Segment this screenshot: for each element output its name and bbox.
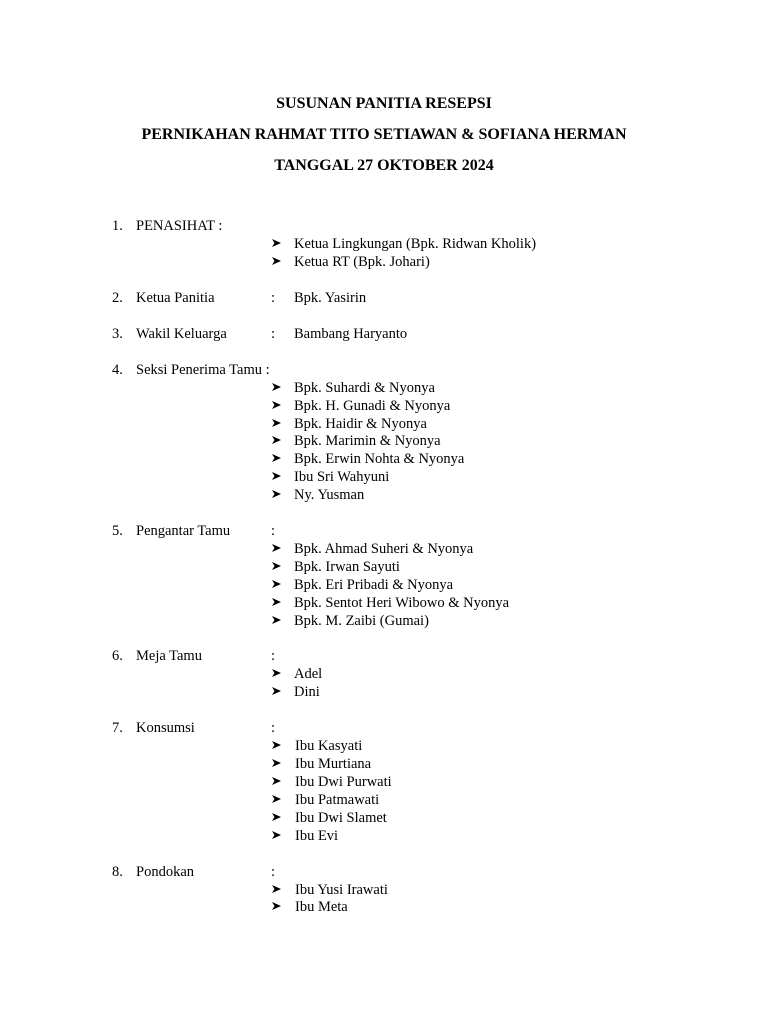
arrow-bullet-icon (271, 469, 282, 487)
arrow-bullet-icon (271, 451, 282, 469)
section-value: Bambang Haryanto (294, 325, 408, 342)
list-item (0, 577, 768, 595)
list-item (0, 433, 768, 451)
section-label: Wakil Keluarga (136, 325, 227, 342)
section-header (0, 216, 768, 236)
committee-sections (0, 216, 768, 933)
section-colon: : (271, 863, 276, 880)
section-header (0, 521, 768, 541)
member-name: Bpk. Haidir & Nyonya (294, 415, 427, 432)
arrow-bullet-icon (271, 899, 282, 917)
document-subtitle: PERNIKAHAN RAHMAT TITO SETIAWAN & SOFIANA HERMAN (141, 126, 627, 143)
member-name: Ibu Dwi Slamet (295, 809, 387, 826)
list-item (0, 882, 768, 900)
member-name: Ibu Sri Wahyuni (294, 469, 390, 486)
arrow-bullet-icon (271, 792, 282, 810)
arrow-bullet-icon (271, 541, 282, 559)
document-date: TANGGAL 27 OKTOBER 2024 (274, 157, 494, 174)
arrow-bullet-icon (271, 398, 282, 416)
section-header (0, 862, 768, 882)
arrow-bullet-icon (271, 254, 282, 272)
section-number: 1. (112, 218, 123, 234)
section-label: Pondokan (136, 863, 194, 880)
arrow-bullet-icon (271, 810, 282, 828)
member-list (0, 738, 768, 845)
arrow-bullet-icon (271, 559, 282, 577)
section-value: Bpk. Yasirin (294, 289, 367, 306)
committee-section (0, 360, 768, 505)
member-name: Ibu Yusi Irawati (295, 881, 388, 898)
list-item (0, 451, 768, 469)
section-header (0, 646, 768, 666)
list-item (0, 559, 768, 577)
section-colon: : (271, 325, 276, 342)
list-item (0, 666, 768, 684)
list-item (0, 254, 768, 272)
member-name: Ibu Meta (295, 899, 348, 916)
member-name: Bpk. M. Zaibi (Gumai) (294, 612, 429, 629)
list-item (0, 774, 768, 792)
section-label: Pengantar Tamu (136, 523, 231, 540)
list-item (0, 541, 768, 559)
committee-section (0, 521, 768, 630)
section-number: 7. (112, 720, 123, 737)
list-item (0, 684, 768, 702)
list-item (0, 792, 768, 810)
arrow-bullet-icon (271, 666, 282, 684)
section-colon: : (271, 289, 276, 306)
list-item (0, 380, 768, 398)
member-name: Bpk. Marimin & Nyonya (294, 433, 441, 450)
arrow-bullet-icon (271, 236, 282, 254)
list-item (0, 899, 768, 917)
member-name: Ketua RT (Bpk. Johari) (294, 253, 430, 270)
arrow-bullet-icon (271, 577, 282, 595)
member-name: Ketua Lingkungan (Bpk. Ridwan Kholik) (294, 236, 537, 252)
section-label: Seksi Penerima Tamu : (136, 361, 270, 378)
member-list (0, 666, 768, 702)
member-name: Bpk. Sentot Heri Wibowo & Nyonya (294, 594, 510, 611)
document-title: SUSUNAN PANITIA RESEPSI (276, 95, 492, 112)
arrow-bullet-icon (271, 882, 282, 900)
arrow-bullet-icon (271, 487, 282, 505)
section-colon: : (271, 648, 276, 665)
member-name: Bpk. Irwan Sayuti (294, 558, 400, 575)
member-name: Bpk. Suhardi & Nyonya (294, 379, 435, 396)
arrow-bullet-icon (271, 416, 282, 434)
member-name: Ibu Kasyati (295, 738, 363, 755)
list-item (0, 487, 768, 505)
member-list (0, 236, 768, 272)
section-label: PENASIHAT : (136, 218, 223, 234)
list-item (0, 595, 768, 613)
arrow-bullet-icon (271, 828, 282, 846)
list-item (0, 810, 768, 828)
member-name: Ibu Murtiana (295, 756, 372, 773)
section-label: Meja Tamu (136, 648, 202, 665)
arrow-bullet-icon (271, 738, 282, 756)
arrow-bullet-icon (271, 380, 282, 398)
list-item (0, 756, 768, 774)
section-number: 5. (112, 523, 123, 540)
list-item (0, 469, 768, 487)
member-name: Ibu Dwi Purwati (295, 774, 392, 791)
arrow-bullet-icon (271, 433, 282, 451)
member-name: Bpk. H. Gunadi & Nyonya (294, 397, 451, 414)
committee-section (0, 862, 768, 918)
member-list (0, 541, 768, 630)
section-header (0, 288, 768, 308)
section-number: 2. (112, 289, 123, 306)
member-name: Ny. Yusman (294, 487, 365, 504)
committee-section (0, 718, 768, 845)
member-name: Bpk. Eri Pribadi & Nyonya (294, 576, 454, 593)
list-item (0, 416, 768, 434)
committee-section (0, 216, 768, 272)
section-number: 8. (112, 863, 123, 880)
list-item (0, 613, 768, 631)
member-name: Ibu Patmawati (295, 791, 380, 808)
list-item (0, 398, 768, 416)
member-name: Dini (294, 684, 320, 701)
member-name: Bpk. Ahmad Suheri & Nyonya (294, 541, 474, 558)
member-list (0, 882, 768, 918)
list-item (0, 828, 768, 846)
arrow-bullet-icon (271, 684, 282, 702)
member-list (0, 380, 768, 505)
arrow-bullet-icon (271, 756, 282, 774)
arrow-bullet-icon (271, 613, 282, 631)
section-header (0, 718, 768, 738)
arrow-bullet-icon (271, 595, 282, 613)
section-colon: : (271, 720, 276, 737)
committee-section (0, 324, 768, 344)
section-label: Konsumsi (136, 720, 195, 737)
arrow-bullet-icon (271, 774, 282, 792)
member-name: Adel (294, 666, 323, 683)
document-title-block (0, 93, 768, 186)
section-header (0, 360, 768, 380)
section-number: 4. (112, 361, 123, 378)
section-colon: : (271, 523, 276, 540)
list-item (0, 738, 768, 756)
member-name: Bpk. Erwin Nohta & Nyonya (294, 451, 465, 468)
committee-section (0, 288, 768, 308)
committee-section (0, 646, 768, 702)
section-number: 6. (112, 648, 123, 665)
list-item (0, 236, 768, 254)
section-label: Ketua Panitia (136, 289, 215, 306)
section-number: 3. (112, 325, 123, 342)
member-name: Ibu Evi (295, 827, 339, 844)
section-header (0, 324, 768, 344)
